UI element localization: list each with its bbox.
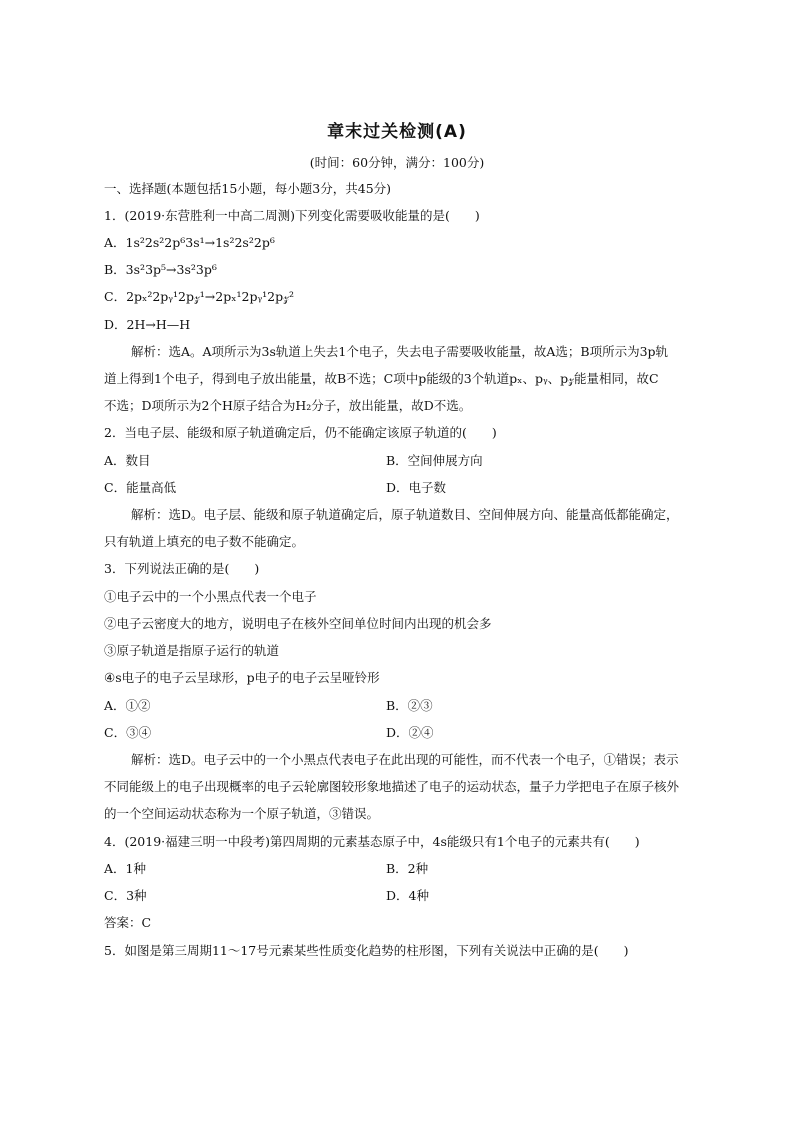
page-title: 章末过关检测(A) xyxy=(327,122,467,142)
question-3-option-b: B．②③ xyxy=(386,698,433,713)
question-3-statement-1: ①电子云中的一个小黑点代表一个电子 xyxy=(104,589,317,604)
question-3-option-c: C．③④ xyxy=(104,725,152,740)
question-3-stem: 3．下列说法正确的是( ) xyxy=(104,561,260,576)
question-3-analysis-line-3: 的一个空间运动状态称为一个原子轨道，③错误。 xyxy=(104,806,380,821)
question-2-option-a: A．数目 xyxy=(104,453,151,468)
question-1-option-d: D．2H→H—H xyxy=(104,317,191,332)
question-4-option-d: D．4种 xyxy=(386,888,429,903)
question-1-analysis-line-2: 道上得到1个电子，得到电子放出能量，故B不选；C项中p能级的3个轨道pₓ、pᵧ、p𝓏能量相同，故C xyxy=(104,371,659,386)
question-3-analysis-line-2: 不同能级上的电子出现概率的电子云轮廓图较形象地描述了电子的运动状态，量子力学把电子在原子核外 xyxy=(104,779,680,794)
question-4-answer: 答案：C xyxy=(104,915,152,930)
question-1-analysis-line-3: 不选；D项所示为2个H原子结合为H₂分子，放出能量，故D不选。 xyxy=(104,398,472,413)
question-3-option-d: D．②④ xyxy=(386,725,434,740)
section-heading: 一、选择题(本题包括15小题，每小题3分，共45分) xyxy=(104,181,392,196)
question-2-option-d: D．电子数 xyxy=(386,480,447,495)
question-1-analysis-line-1: 解析：选A。A项所示为3s轨道上失去1个电子，失去电子需要吸收能量，故A选；B项所示为3p轨 xyxy=(131,344,669,359)
question-3-statement-2: ②电子云密度大的地方，说明电子在核外空间单位时间内出现的机会多 xyxy=(104,616,492,631)
question-2-analysis-line-2: 只有轨道上填充的电子数不能确定。 xyxy=(104,534,305,549)
question-1-option-b: B．3s²3p⁵→3s²3p⁶ xyxy=(104,262,217,277)
question-2-option-c: C．能量高低 xyxy=(104,480,177,495)
question-4-option-b: B．2种 xyxy=(386,861,429,876)
question-3-statement-4: ④s电子的电子云呈球形，p电子的电子云呈哑铃形 xyxy=(104,670,380,685)
question-2-stem: 2．当电子层、能级和原子轨道确定后，仍不能确定该原子轨道的( ) xyxy=(104,425,497,440)
question-1-option-c: C．2pₓ²2pᵧ¹2p𝓏¹→2pₓ¹2pᵧ¹2p𝓏² xyxy=(104,289,294,304)
question-1-stem: 1．(2019·东营胜利一中高二周测)下列变化需要吸收能量的是( ) xyxy=(104,208,480,223)
question-3-statement-3: ③原子轨道是指原子运行的轨道 xyxy=(104,643,280,658)
question-1-option-a: A．1s²2s²2p⁶3s¹→1s²2s²2p⁶ xyxy=(104,235,275,250)
question-4-option-c: C．3种 xyxy=(104,888,147,903)
question-2-option-b: B．空间伸展方向 xyxy=(386,453,483,468)
question-3-option-a: A．①② xyxy=(104,698,151,713)
question-5-stem: 5．如图是第三周期11～17号元素某些性质变化趋势的柱形图，下列有关说法中正确的是( ) xyxy=(104,943,629,958)
question-4-option-a: A．1种 xyxy=(104,861,146,876)
question-3-analysis-line-1: 解析：选D。电子云中的一个小黑点代表电子在此出现的可能性，而不代表一个电子，①错误；表示 xyxy=(131,752,679,767)
page-subtitle: (时间：60分钟，满分：100分) xyxy=(309,155,485,170)
question-4-stem: 4．(2019·福建三明一中段考)第四周期的元素基态原子中，4s能级只有1个电子的元素共有( ) xyxy=(104,834,640,849)
question-2-analysis-line-1: 解析：选D。电子层、能级和原子轨道确定后，原子轨道数目、空间伸展方向、能量高低都能确定， xyxy=(131,507,679,522)
